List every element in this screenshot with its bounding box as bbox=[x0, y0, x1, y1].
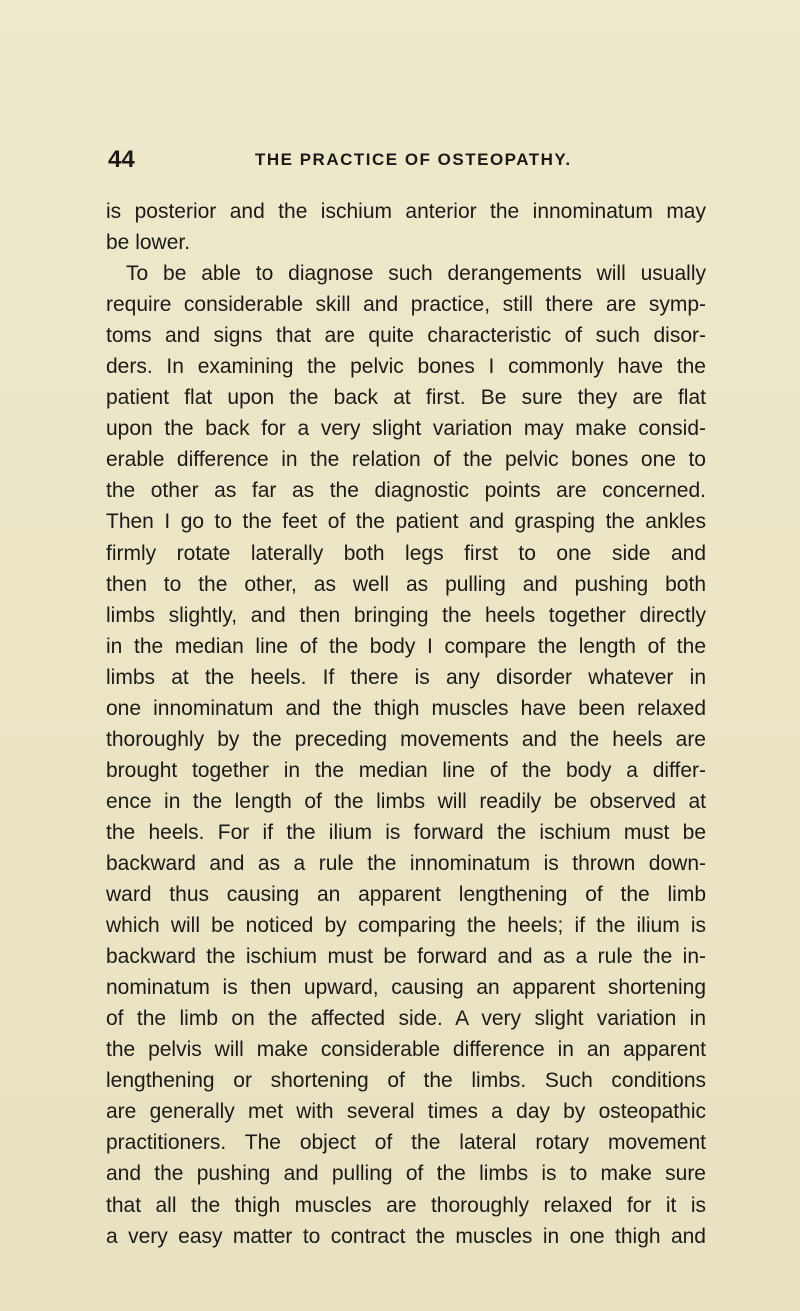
text-line: that all the thigh muscles are thoroughly relaxed for it is bbox=[106, 1193, 706, 1217]
text-line: of the limb on the affected side. A very slight variation in bbox=[106, 1007, 706, 1031]
text-line: patient flat upon the back at first. Be sure they are flat bbox=[106, 386, 706, 410]
text-line: Then I go to the feet of the patient and grasping the ankles bbox=[106, 510, 706, 534]
body-text bbox=[106, 196, 706, 1252]
text-line: and the pushing and pulling of the limbs is to make sure bbox=[106, 1162, 706, 1186]
text-line: ence in the length of the limbs will readily be observed at bbox=[106, 789, 706, 813]
text-line: brought together in the median line of the body a differ- bbox=[106, 758, 706, 782]
text-line: ders. In examining the pelvic bones I commonly have the bbox=[106, 355, 706, 379]
running-head bbox=[108, 143, 708, 177]
text-line: are generally met with several times a day by osteopathic bbox=[106, 1100, 706, 1124]
page-number: 44 bbox=[108, 146, 135, 173]
text-line: in the median line of the body I compare the length of the bbox=[106, 634, 706, 658]
text-line: practitioners. The object of the lateral rotary movement bbox=[106, 1131, 706, 1155]
text-line: be lower. bbox=[106, 231, 191, 255]
text-line: backward and as a rule the innominatum is thrown down- bbox=[106, 851, 706, 875]
text-line: thoroughly by the preceding movements and the heels are bbox=[106, 727, 706, 751]
text-line: ward thus causing an apparent lengthening of the limb bbox=[106, 883, 706, 907]
text-line: a very easy matter to contract the muscles in one thigh and bbox=[106, 1224, 706, 1248]
text-line: upon the back for a very slight variation may make consid- bbox=[106, 417, 706, 441]
text-line: is posterior and the ischium anterior the innominatum may bbox=[106, 200, 706, 223]
text-line: limbs slightly, and then bringing the heels together directly bbox=[106, 603, 706, 627]
text-line: the pelvis will make considerable difference in an apparent bbox=[106, 1038, 706, 1062]
text-line: firmly rotate laterally both legs first to one side and bbox=[106, 541, 706, 565]
text-line: erable difference in the relation of the pelvic bones one to bbox=[106, 448, 706, 472]
text-line: backward the ischium must be forward and as a rule the in- bbox=[106, 945, 706, 969]
text-line: one innominatum and the thigh muscles have been relaxed bbox=[106, 696, 706, 720]
text-line: then to the other, as well as pulling and pushing both bbox=[106, 572, 706, 596]
text-line: which will be noticed by comparing the heels; if the ilium is bbox=[106, 914, 706, 938]
text-line: require considerable skill and practice, still there are symp- bbox=[106, 293, 706, 317]
text-line: lengthening or shortening of the limbs. Such conditions bbox=[106, 1069, 706, 1093]
text-line: limbs at the heels. If there is any disorder whatever in bbox=[106, 665, 706, 689]
text-line: the heels. For if the ilium is forward the ischium must be bbox=[106, 820, 706, 844]
running-title: THE PRACTICE OF OSTEOPATHY. bbox=[255, 150, 572, 169]
text-line: To be able to diagnose such derangements will usually bbox=[126, 262, 706, 286]
text-line: toms and signs that are quite characteristic of such disor- bbox=[106, 324, 706, 348]
text-line: the other as far as the diagnostic points are concerned. bbox=[106, 479, 706, 503]
text-line: nominatum is then upward, causing an apparent shortening bbox=[106, 976, 706, 1000]
